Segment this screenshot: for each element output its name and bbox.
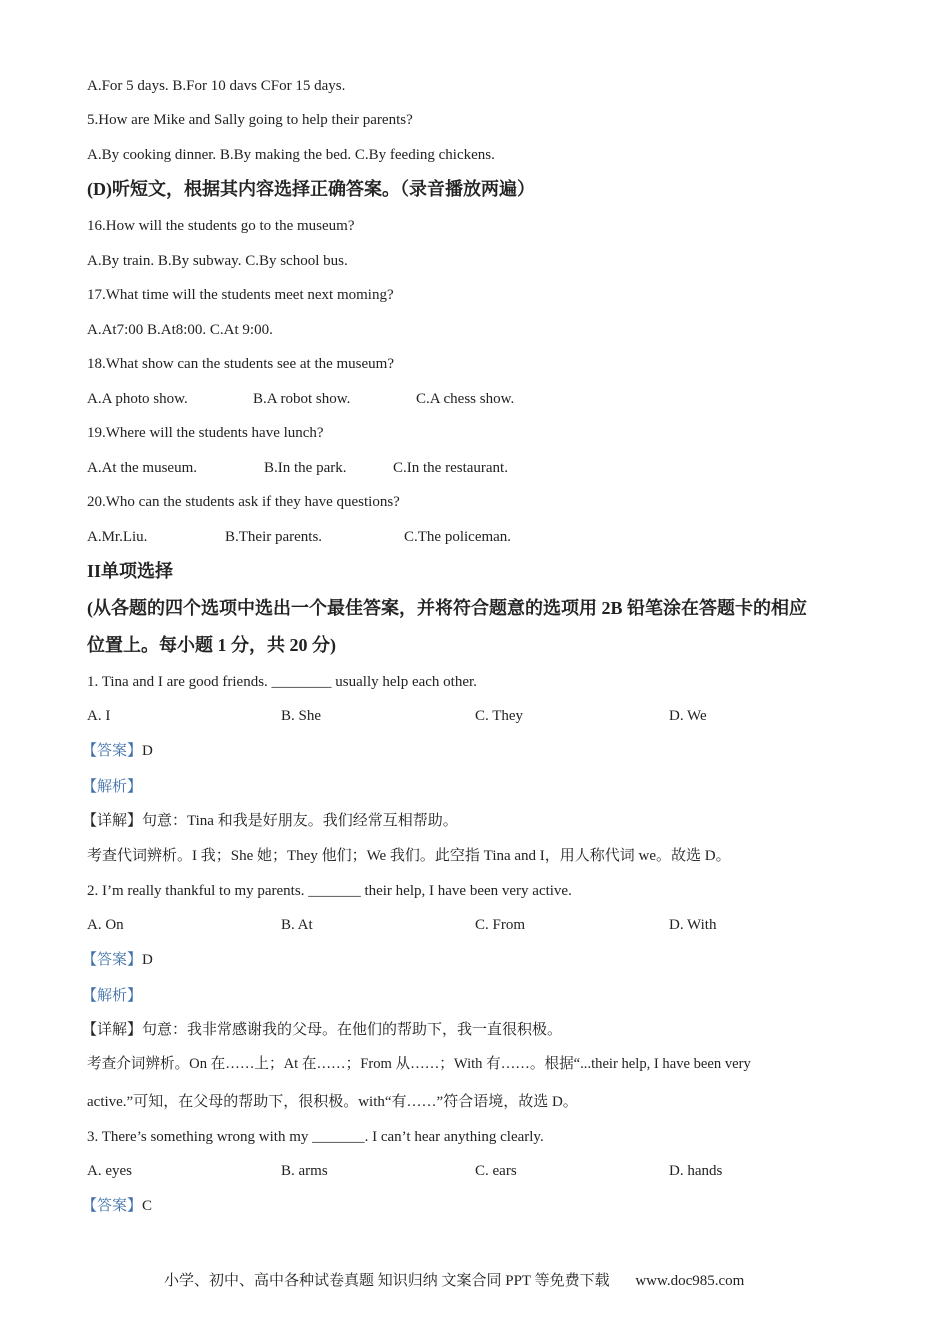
footer-link[interactable]: www.doc985.com — [635, 1273, 745, 1289]
question-text: 18.What show can the students see at the museum? — [87, 356, 395, 372]
options-line: A.By cooking dinner. B.By making the bed. C.By feeding chickens. — [87, 147, 495, 163]
option: A. On — [87, 917, 124, 933]
question-text: 20.Who can the students ask if they have questions? — [87, 494, 400, 510]
question-text: 3. There’s something wrong with my _______. I can’t hear anything clearly. — [87, 1129, 544, 1145]
option: C.In the restaurant. — [393, 460, 508, 476]
option: C.A chess show. — [416, 391, 515, 407]
option: B. arms — [281, 1163, 328, 1179]
question-text: 1. Tina and I are good friends. ________ usually help each other. — [87, 674, 477, 690]
option: C. ears — [475, 1163, 517, 1179]
option: B. She — [281, 708, 322, 724]
option: B.Their parents. — [225, 529, 323, 545]
analysis-label: 【解析】 — [82, 988, 143, 1004]
answer-line — [82, 950, 153, 970]
answer-value: D — [142, 743, 153, 759]
option: A. I — [87, 708, 111, 724]
section-instructions: 位置上。每小题 1 分，共 20 分) — [87, 635, 336, 655]
options-line: A.At7:00 B.At8:00. C.At 9:00. — [87, 322, 273, 338]
option: A.At the museum. — [87, 460, 197, 476]
text-line: A.For 5 days. B.For 10 davs CFor 15 days. — [87, 78, 346, 94]
answer-label: 【答案】 — [82, 952, 143, 968]
option: A.A photo show. — [87, 391, 188, 407]
option: C.The policeman. — [404, 529, 512, 545]
option: D. We — [669, 708, 707, 724]
explanation-text: active.”可知，在父母的帮助下，很积极。with“有……”符合语境，故选 D。 — [87, 1094, 578, 1110]
section-heading: (D)听短文，根据其内容选择正确答案。（录音播放两遍） — [87, 179, 535, 199]
question-text: 2. I’m really thankful to my parents. _______ their help, I have been very active. — [87, 883, 572, 899]
footer-text: 小学、初中、高中各种试卷真题 知识归纳 文案合同 PPT 等免费下载 — [164, 1273, 610, 1289]
page-footer — [164, 1269, 744, 1290]
section-instructions: (从各题的四个选项中选出一个最佳答案，并将符合题意的选项用 2B 铅笔涂在答题卡的相应 — [87, 598, 807, 618]
analysis-label: 【解析】 — [82, 779, 143, 795]
question-text: 17.What time will the students meet next moming? — [87, 287, 394, 303]
detail-text: 【详解】句意：Tina 和我是好朋友。我们经常互相帮助。 — [82, 813, 458, 829]
question-text: 19.Where will the students have lunch? — [87, 425, 324, 441]
option: D. hands — [669, 1163, 723, 1179]
answer-line — [82, 1196, 152, 1216]
option: A. eyes — [87, 1163, 132, 1179]
question-text: 5.How are Mike and Sally going to help their parents? — [87, 112, 413, 128]
option: A.Mr.Liu. — [87, 529, 148, 545]
detail-text: 【详解】句意：我非常感谢我的父母。在他们的帮助下，我一直很积极。 — [82, 1022, 563, 1038]
answer-value: C — [142, 1198, 153, 1214]
option: C. They — [475, 708, 524, 724]
option: B.A robot show. — [253, 391, 351, 407]
option: B.In the park. — [264, 460, 347, 476]
answer-label: 【答案】 — [82, 1198, 143, 1214]
explanation-text: 考查代词辨析。I 我；She 她；They 他们；We 我们。此空指 Tina and I，用人称代词 we。故选 D。 — [87, 848, 731, 864]
option: C. From — [475, 917, 526, 933]
answer-line — [82, 741, 153, 761]
option: B. At — [281, 917, 313, 933]
explanation-text: 考查介词辨析。On 在……上；At 在……；From 从……；With 有……。根据“...their help, I have been very — [87, 1056, 751, 1072]
section-heading: II单项选择 — [87, 561, 174, 581]
question-text: 16.How will the students go to the museum? — [87, 218, 355, 234]
answer-value: D — [142, 952, 153, 968]
options-line: A.By train. B.By subway. C.By school bus. — [87, 253, 348, 269]
option: D. With — [669, 917, 717, 933]
answer-label: 【答案】 — [82, 743, 143, 759]
